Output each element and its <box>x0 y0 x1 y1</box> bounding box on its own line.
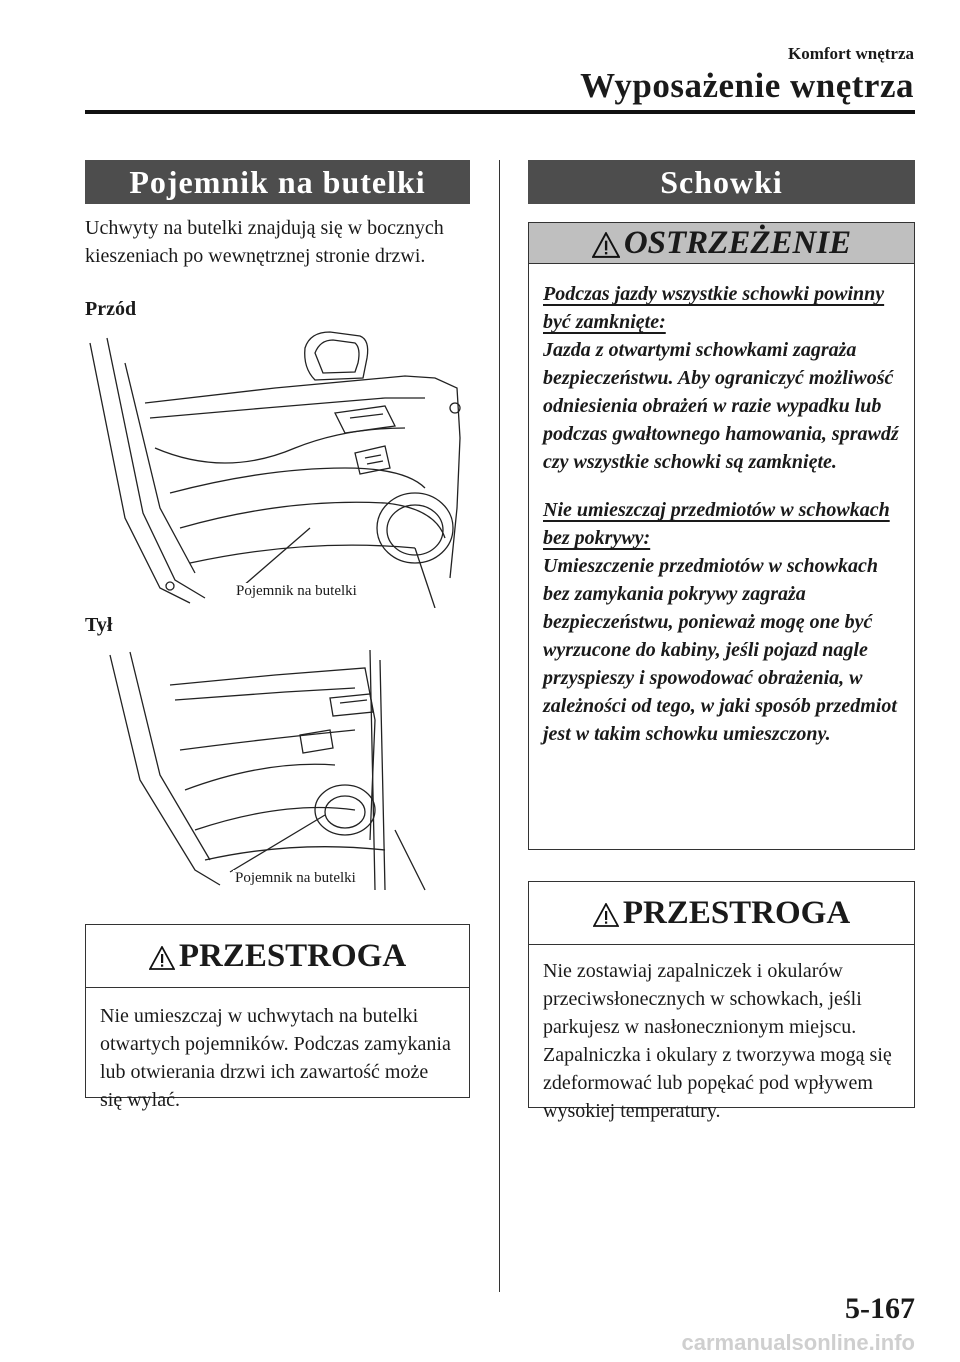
warning-box-storage <box>528 222 915 850</box>
header-section: Komfort wnętrza <box>787 44 914 63</box>
warning-triangle-icon <box>149 946 175 970</box>
warning-subheading-closed: Podczas jazdy wszystkie schowki powinny być zamknięte: <box>543 283 885 333</box>
front-label: Przód <box>85 298 137 320</box>
warning-triangle-icon <box>593 903 619 927</box>
header-rule <box>85 110 915 114</box>
caution-title: PRZESTROGA <box>622 895 851 931</box>
rear-label: Tył <box>85 614 113 636</box>
warning-body <box>529 264 914 748</box>
warning-spacer <box>543 476 902 496</box>
caution-title: PRZESTROGA <box>178 938 407 974</box>
warning-title: OSTRZEŻENIE <box>623 225 852 261</box>
front-door-illustration <box>85 318 470 608</box>
caution-header <box>86 925 469 988</box>
section-heading-bottle-holder: Pojemnik na butelki <box>85 160 470 204</box>
warning-triangle-icon <box>592 232 620 258</box>
rear-door-illustration <box>85 640 470 895</box>
section-heading-storage: Schowki <box>528 160 915 204</box>
caution-text: Nie umieszczaj w uchwytach na butelki otwartych pojemników. Podczas zamykania lub otwierania drzwi ich zawartość może się wylać. <box>100 1005 451 1111</box>
watermark: carmanualsonline.info <box>681 1330 915 1355</box>
page-number: 5-167 <box>845 1292 915 1325</box>
header-title: Wyposażenie wnętrza <box>580 66 914 105</box>
warning-text-closed: Jazda z otwartymi schowkami zagraża bezpieczeństwu. Aby ograniczyć możliwość odniesienia obrażeń w razie wypadku lub podczas gwałtownego hamowania, sprawdź czy wszystkie schowki są zamknięte. <box>543 339 899 473</box>
rear-bottle-holder-caption: Pojemnik na butelki <box>235 870 356 886</box>
warning-subheading-no-lid: Nie umieszczaj przedmiotów w schowkach bez pokrywy: <box>543 499 890 549</box>
bottle-holder-intro: Uchwyty na butelki znajdują się w bocznych kieszeniach po wewnętrznej stronie drzwi. <box>85 217 444 267</box>
caution-text: Nie zostawiaj zapalniczek i okularów przeciwsłonecznych w schowkach, jeśli parkujesz w nasłonecznionym miejscu. Zapalniczka i okulary z tworzywa mogą się zdeformować lub popękać pod wpływem wysokiej temperatury. <box>543 960 892 1122</box>
caution-box-storage <box>528 881 915 1122</box>
front-bottle-holder-caption: Pojemnik na butelki <box>236 583 357 599</box>
warning-text-no-lid: Umieszczenie przedmiotów w schowkach bez zamykania pokrywy zagraża bezpieczeństwu, ponieważ mogę one być wyrzucone do kabiny, jeśli pojazd nagle przyspieszy i spowodować obrażenia, w zależności od tego, w jaki sposób przedmiot jest w takim schowku umieszczony. <box>543 555 897 745</box>
caution-header <box>529 882 914 945</box>
column-divider <box>499 160 500 1292</box>
warning-header <box>529 223 914 264</box>
caution-box-bottle-holder <box>85 924 470 1111</box>
